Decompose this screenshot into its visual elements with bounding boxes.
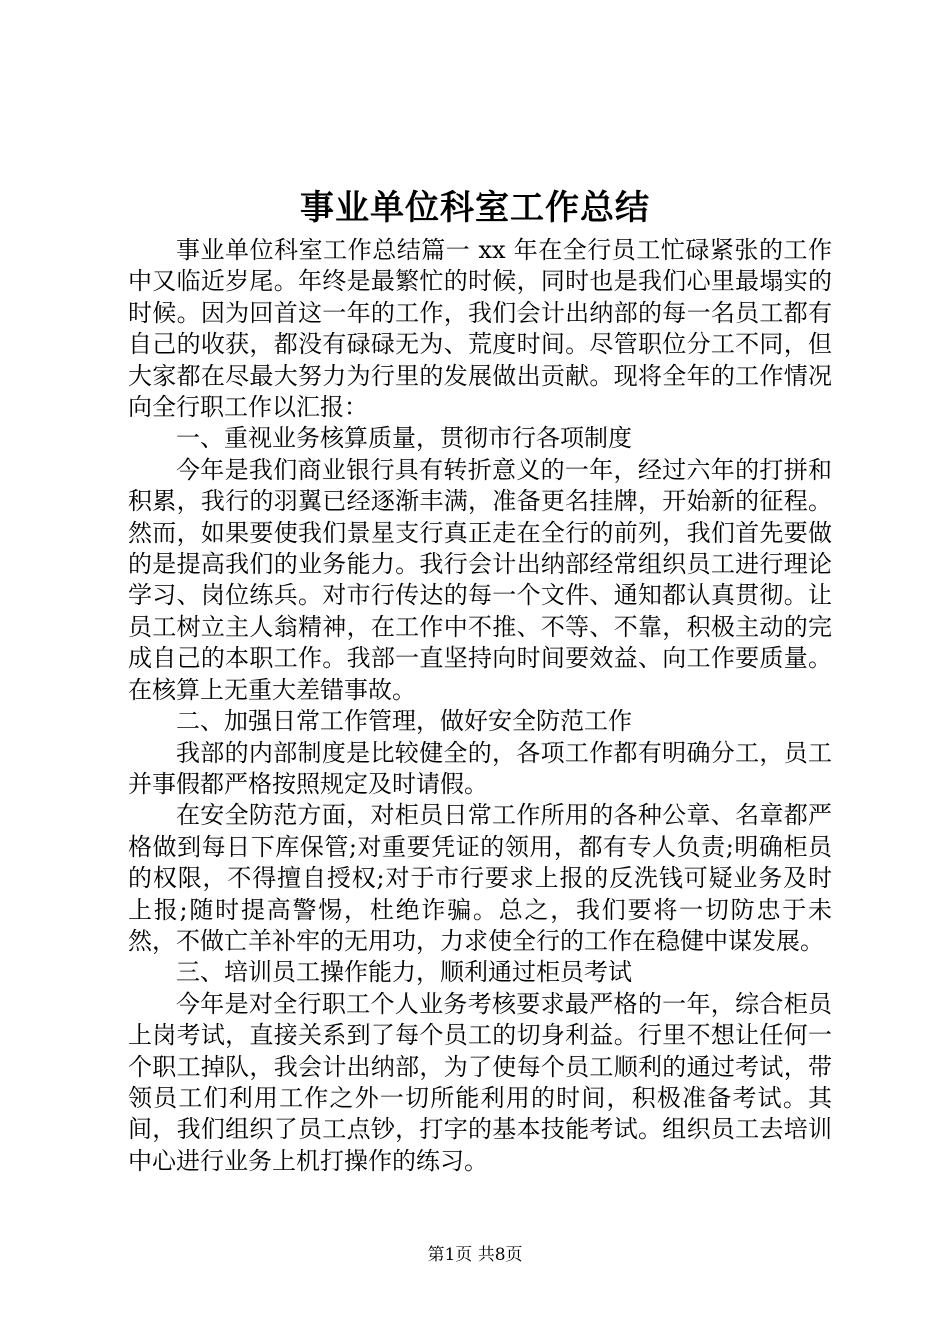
paragraph-intro: 事业单位科室工作总结篇一 xx 年在全行员工忙碌紧张的工作中又临近岁尾。年终是最繁忙的时候，同时也是我们心里最塌实的时候。因为回首这一年的工作，我们会计出纳部的每一名员工都有自己的收获，都没有碌碌无为、荒度时间。尽管职位分工不同，但大家都在尽最大努力为行里的发展做出贡献。现将全年的工作情况向全行职工作以汇报：: [128, 236, 832, 422]
section-heading-2: 二、加强日常工作管理，做好安全防范工作: [176, 707, 632, 736]
section-heading-1: 一、重视业务核算质量，贯彻市行各项制度: [176, 424, 632, 453]
paragraph-section-1: 今年是我们商业银行具有转折意义的一年，经过六年的打拼和积累，我行的羽翼已经逐渐丰满，准备更名挂牌，开始新的征程。然而，如果要使我们景星支行真正走在全行的前列，我们首先要做的是提高我们的业务能力。我行会计出纳部经常组织员工进行理论学习、岗位练兵。对市行传达的每一个文件、通知都认真贯彻。让员工树立主人翁精神，在工作中不推、不等、不靠，积极主动的完成自己的本职工作。我部一直坚持向时间要效益、向工作要质量。在核算上无重大差错事故。: [128, 455, 832, 704]
document-title: 事业单位科室工作总结: [300, 188, 650, 228]
page-indicator: 第1页 共8页: [427, 1245, 523, 1265]
document-body: [128, 235, 832, 1177]
paragraph-section-2a: 我部的内部制度是比较健全的，各项工作都有明确分工，员工并事假都严格按照规定及时请假。: [128, 738, 832, 798]
section-heading-3: 三、培训员工操作能力，顺利通过柜员考试: [176, 958, 632, 987]
paragraph-section-3: 今年是对全行职工个人业务考核要求最严格的一年，综合柜员上岗考试，直接关系到了每个员工的切身利益。行里不想让任何一个职工掉队，我会计出纳部，为了使每个员工顺利的通过考试，带领员工们利用工作之外一切所能利用的时间，积极准备考试。其间，我们组织了员工点钞，打字的基本技能考试。组织员工去培训中心进行业务上机打操作的练习。: [128, 989, 832, 1175]
paragraph-section-2b: 在安全防范方面，对柜员日常工作所用的各种公章、名章都严格做到每日下库保管;对重要凭证的领用，都有专人负责;明确柜员的权限，不得擅自授权;对于市行要求上报的反洗钱可疑业务及时上报;随时提高警惕，杜绝诈骗。总之，我们要将一切防忠于未然，不做亡羊补牢的无用功，力求使全行的工作在稳健中谋发展。: [128, 801, 832, 955]
